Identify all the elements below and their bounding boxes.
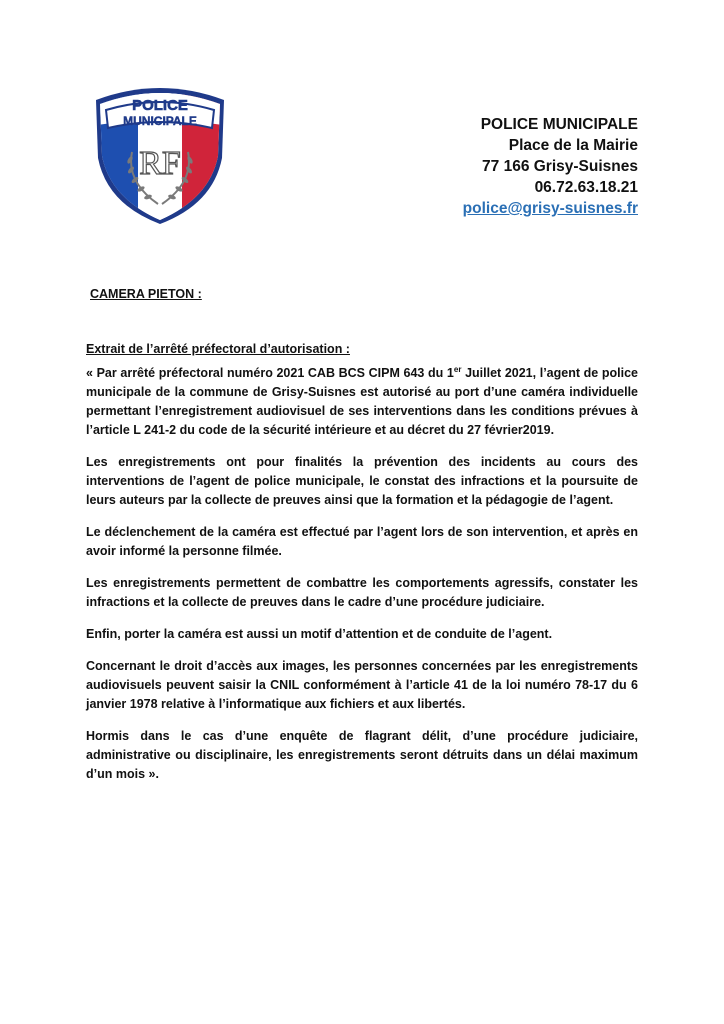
paragraph-enregistrements: Les enregistrements permettent de combattre les comportements agressifs, constater les infractions et la collecte de preuves dans le cadre d’une procédure judiciaire.: [86, 576, 638, 609]
section-title: CAMERA PIETON :: [90, 287, 202, 301]
document-body: [86, 340, 638, 797]
header-address-line: Place de la Mairie: [508, 137, 638, 154]
paragraph-enfin: Enfin, porter la caméra est aussi un motif d’attention et de conduite de l’agent.: [86, 627, 553, 641]
logo-municipale-text: MUNICIPALE: [123, 114, 197, 128]
paragraph-declenchement: Le déclenchement de la caméra est effectué par l’agent lors de son intervention, et après en avoir informé la personne filmée.: [86, 525, 638, 558]
paragraph-arrete: « Par arrêté préfectoral numéro 2021 CAB BCS CIPM 643 du 1er Juillet 2021, l’agent de police municipale de la commune de Grisy-Suisnes est autorisé au port d’une caméra individuelle permettant l’enregistrement audiovisuel de ses interventions dans les conditions prévues à l’article L 241-2 du code de la sécurité intérieure et au décret du 27 février2019.: [86, 364, 638, 437]
contact-header: [463, 114, 638, 219]
logo-rf-monogram: RF: [139, 145, 181, 182]
paragraph-destruction: Hormis dans le cas d’une enquête de flagrant délit, d’une procédure judiciaire, administrative ou disciplinaire, les enregistrements seront détruits dans un délai maximum d’un mois ».: [86, 729, 638, 781]
paragraph-finalites: Les enregistrements ont pour finalités la prévention des incidents au cours des interventions de l’agent de police municipale, le constat des infractions et la poursuite de leurs auteurs par la collecte de preuves ainsi que la formation et la pédagogie de l’agent.: [86, 455, 638, 507]
header-organization: POLICE MUNICIPALE: [480, 116, 638, 133]
paragraph-droit-acces: Concernant le droit d’accès aux images, les personnes concernées par les enregistrements audiovisuels peuvent saisir la CNIL conformément à l’article 41 de la loi numéro 78-17 du 6 janvier 1978 relative à l’informatique aux fichiers et aux libertés.: [86, 659, 638, 711]
extract-subtitle: Extrait de l’arrêté préfectoral d’autorisation :: [86, 342, 350, 356]
header-city-line: 77 166 Grisy-Suisnes: [482, 158, 638, 175]
header-phone: 06.72.63.18.21: [534, 179, 638, 196]
superscript-er: er: [453, 364, 462, 374]
logo-police-text: POLICE: [132, 97, 188, 114]
header-email-link[interactable]: police@grisy-suisnes.fr: [462, 200, 638, 217]
police-municipale-logo: [92, 86, 228, 224]
